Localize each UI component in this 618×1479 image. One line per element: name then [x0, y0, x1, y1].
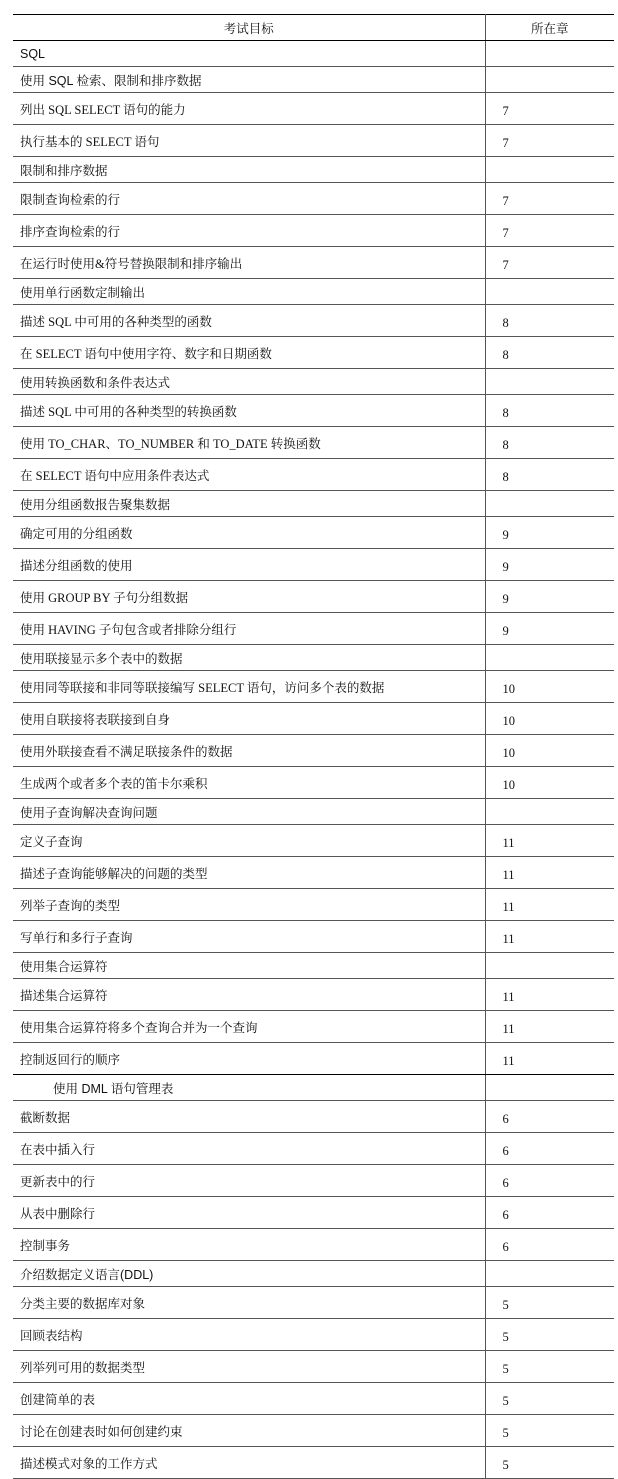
- chapter-cell: 8: [485, 337, 614, 369]
- table-row: [13, 1229, 614, 1261]
- table-row: [13, 337, 614, 369]
- chapter-cell: 11: [485, 921, 614, 953]
- chapter-cell: 11: [485, 857, 614, 889]
- objective-cell: 定义子查询: [13, 825, 485, 857]
- section-heading: 使用子查询解决查询问题: [13, 799, 485, 825]
- table-row: [13, 1447, 614, 1479]
- section-heading-row: [13, 157, 614, 183]
- objective-cell: 在 SELECT 语句中应用条件表达式: [13, 459, 485, 491]
- objective-cell: 更新表中的行: [13, 1165, 485, 1197]
- table-row: [13, 857, 614, 889]
- section-heading: 使用集合运算符: [13, 953, 485, 979]
- chapter-cell: 7: [485, 183, 614, 215]
- chapter-cell: 6: [485, 1133, 614, 1165]
- objective-cell: 使用自联接将表联接到自身: [13, 703, 485, 735]
- table-row: [13, 979, 614, 1011]
- chapter-cell: 11: [485, 889, 614, 921]
- objective-cell: 列出 SQL SELECT 语句的能力: [13, 93, 485, 125]
- objective-cell: 描述 SQL 中可用的各种类型的转换函数: [13, 395, 485, 427]
- chapter-cell: 8: [485, 305, 614, 337]
- table-row: [13, 395, 614, 427]
- objective-cell: 使用同等联接和非同等联接编写 SELECT 语句，访问多个表的数据: [13, 671, 485, 703]
- chapter-cell: 11: [485, 1043, 614, 1075]
- objective-cell: 描述集合运算符: [13, 979, 485, 1011]
- chapter-cell: 11: [485, 979, 614, 1011]
- chapter-cell: 6: [485, 1165, 614, 1197]
- chapter-cell: [485, 67, 614, 93]
- section-heading-row: [13, 1075, 614, 1101]
- objective-cell: 分类主要的数据库对象: [13, 1287, 485, 1319]
- objective-cell: 在运行时使用&符号替换限制和排序输出: [13, 247, 485, 279]
- chapter-cell: 10: [485, 735, 614, 767]
- table-row: [13, 921, 614, 953]
- objective-cell: 使用 TO_CHAR、TO_NUMBER 和 TO_DATE 转换函数: [13, 427, 485, 459]
- section-heading-row: [13, 799, 614, 825]
- chapter-cell: 8: [485, 427, 614, 459]
- objective-cell: 截断数据: [13, 1101, 485, 1133]
- chapter-cell: 9: [485, 581, 614, 613]
- chapter-cell: 10: [485, 671, 614, 703]
- chapter-cell: [485, 279, 614, 305]
- objective-cell: 在表中插入行: [13, 1133, 485, 1165]
- chapter-cell: 5: [485, 1351, 614, 1383]
- chapter-cell: [485, 645, 614, 671]
- objective-cell: 讨论在创建表时如何创建约束: [13, 1415, 485, 1447]
- chapter-cell: [485, 1075, 614, 1101]
- table-row: [13, 1133, 614, 1165]
- objective-cell: 限制查询检索的行: [13, 183, 485, 215]
- table-row: [13, 1287, 614, 1319]
- table-row: [13, 459, 614, 491]
- section-heading: 使用 SQL 检索、限制和排序数据: [13, 67, 485, 93]
- chapter-cell: [485, 799, 614, 825]
- section-heading: 介绍数据定义语言(DDL): [13, 1261, 485, 1287]
- table-row: [13, 703, 614, 735]
- table-row: [13, 1165, 614, 1197]
- objective-column-header: 考试目标: [13, 15, 485, 41]
- section-heading-row: [13, 1261, 614, 1287]
- objective-cell: 回顾表结构: [13, 1319, 485, 1351]
- table-row: [13, 1197, 614, 1229]
- chapter-cell: [485, 953, 614, 979]
- objective-cell: 使用集合运算符将多个查询合并为一个查询: [13, 1011, 485, 1043]
- chapter-column-header: 所在章: [485, 15, 614, 41]
- table-row: [13, 247, 614, 279]
- chapter-cell: 6: [485, 1229, 614, 1261]
- table-row: [13, 215, 614, 247]
- objective-cell: 使用 HAVING 子句包含或者排除分组行: [13, 613, 485, 645]
- chapter-cell: 8: [485, 459, 614, 491]
- table-row: [13, 1011, 614, 1043]
- chapter-cell: [485, 1261, 614, 1287]
- objective-cell: 从表中删除行: [13, 1197, 485, 1229]
- section-heading-row: [13, 491, 614, 517]
- chapter-cell: 11: [485, 825, 614, 857]
- objective-cell: 生成两个或者多个表的笛卡尔乘积: [13, 767, 485, 799]
- section-heading: 使用转换函数和条件表达式: [13, 369, 485, 395]
- table-row: [13, 549, 614, 581]
- chapter-cell: 5: [485, 1383, 614, 1415]
- chapter-cell: 6: [485, 1197, 614, 1229]
- chapter-cell: 9: [485, 613, 614, 645]
- table-row: [13, 1351, 614, 1383]
- table-row: [13, 183, 614, 215]
- chapter-cell: 7: [485, 125, 614, 157]
- table-row: [13, 581, 614, 613]
- chapter-cell: [485, 157, 614, 183]
- table-row: [13, 125, 614, 157]
- table-body: [13, 41, 614, 1479]
- chapter-cell: 8: [485, 395, 614, 427]
- table-row: [13, 767, 614, 799]
- chapter-cell: 7: [485, 215, 614, 247]
- chapter-cell: 5: [485, 1287, 614, 1319]
- objective-cell: 描述模式对象的工作方式: [13, 1447, 485, 1479]
- table-row: [13, 1415, 614, 1447]
- section-heading-row: [13, 41, 614, 67]
- table-header-row: [13, 15, 614, 41]
- table-row: [13, 671, 614, 703]
- chapter-cell: 10: [485, 767, 614, 799]
- section-heading-row: [13, 645, 614, 671]
- objective-cell: 在 SELECT 语句中使用字符、数字和日期函数: [13, 337, 485, 369]
- objective-cell: 使用外联接查看不满足联接条件的数据: [13, 735, 485, 767]
- objective-cell: 控制事务: [13, 1229, 485, 1261]
- chapter-cell: [485, 491, 614, 517]
- objective-cell: 描述子查询能够解决的问题的类型: [13, 857, 485, 889]
- section-heading: 使用联接显示多个表中的数据: [13, 645, 485, 671]
- table-row: [13, 305, 614, 337]
- table-row: [13, 735, 614, 767]
- table-row: [13, 1319, 614, 1351]
- objective-cell: 创建简单的表: [13, 1383, 485, 1415]
- chapter-cell: 7: [485, 93, 614, 125]
- exam-objectives-page: [13, 14, 614, 1479]
- objective-cell: 使用 GROUP BY 子句分组数据: [13, 581, 485, 613]
- exam-objectives-table: [13, 14, 614, 1479]
- section-heading-row: [13, 67, 614, 93]
- chapter-cell: 9: [485, 549, 614, 581]
- chapter-cell: [485, 369, 614, 395]
- chapter-cell: 10: [485, 703, 614, 735]
- table-row: [13, 93, 614, 125]
- chapter-cell: 11: [485, 1011, 614, 1043]
- objective-cell: 写单行和多行子查询: [13, 921, 485, 953]
- section-heading: 使用单行函数定制输出: [13, 279, 485, 305]
- objective-cell: 确定可用的分组函数: [13, 517, 485, 549]
- objective-cell: 描述分组函数的使用: [13, 549, 485, 581]
- objective-cell: 执行基本的 SELECT 语句: [13, 125, 485, 157]
- table-row: [13, 517, 614, 549]
- section-heading: SQL: [13, 41, 485, 67]
- chapter-cell: 7: [485, 247, 614, 279]
- section-heading-row: [13, 279, 614, 305]
- table-row: [13, 1043, 614, 1075]
- section-heading: 使用 DML 语句管理表: [13, 1075, 485, 1101]
- section-heading-row: [13, 369, 614, 395]
- chapter-cell: 9: [485, 517, 614, 549]
- section-heading-row: [13, 953, 614, 979]
- chapter-cell: 5: [485, 1415, 614, 1447]
- section-heading: 使用分组函数报告聚集数据: [13, 491, 485, 517]
- objective-cell: 描述 SQL 中可用的各种类型的函数: [13, 305, 485, 337]
- chapter-cell: [485, 41, 614, 67]
- chapter-cell: 5: [485, 1447, 614, 1479]
- objective-cell: 列举子查询的类型: [13, 889, 485, 921]
- table-row: [13, 825, 614, 857]
- table-row: [13, 889, 614, 921]
- section-heading: 限制和排序数据: [13, 157, 485, 183]
- objective-cell: 列举列可用的数据类型: [13, 1351, 485, 1383]
- objective-cell: 排序查询检索的行: [13, 215, 485, 247]
- objective-cell: 控制返回行的顺序: [13, 1043, 485, 1075]
- table-row: [13, 427, 614, 459]
- chapter-cell: 6: [485, 1101, 614, 1133]
- table-row: [13, 1101, 614, 1133]
- table-row: [13, 613, 614, 645]
- table-row: [13, 1383, 614, 1415]
- chapter-cell: 5: [485, 1319, 614, 1351]
